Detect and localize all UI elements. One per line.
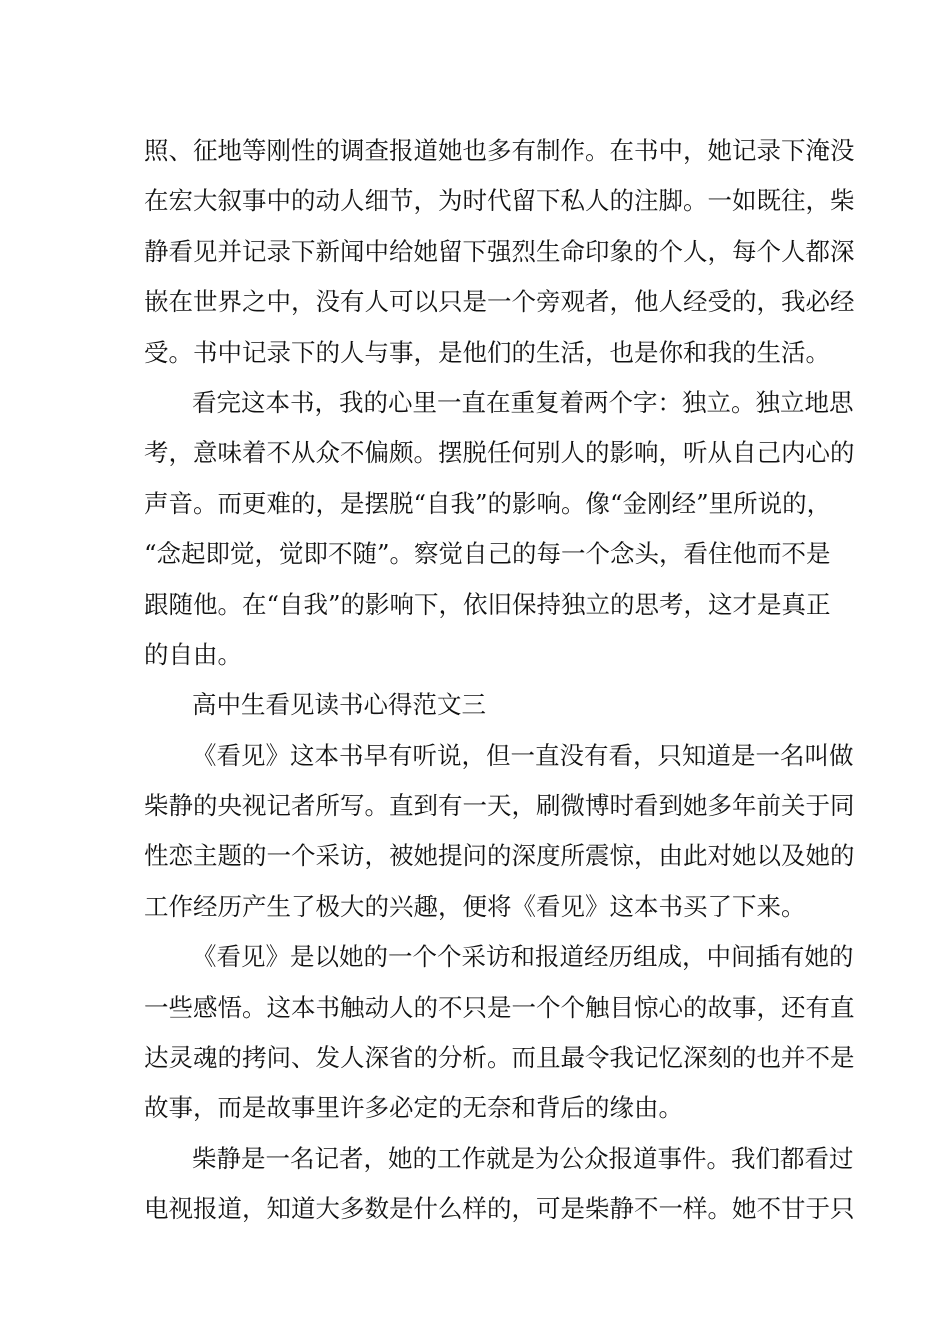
section-heading: 高中生看见读书心得范文三 [192, 690, 486, 720]
text-line: 柴静的央视记者所写。直到有一天，刷微博时看到她多年前关于同 [144, 791, 855, 821]
text-line: 声音。而更难的，是摆脱“自我”的影响。像“金刚经”里所说的， [144, 488, 832, 518]
text-line: 受。书中记录下的人与事，是他们的生活，也是你和我的生活。 [144, 337, 830, 367]
text-line: 看完这本书，我的心里一直在重复着两个字：独立。独立地思 [192, 387, 854, 417]
text-line: 嵌在世界之中，没有人可以只是一个旁观者，他人经受的，我必经 [144, 287, 855, 317]
text-line: 柴静是一名记者，她的工作就是为公众报道事件。我们都看过 [192, 1143, 854, 1173]
text-line: 一些感悟。这本书触动人的不只是一个个触目惊心的故事，还有直 [144, 992, 855, 1022]
text-line: 性恋主题的一个采访，被她提问的深度所震惊，由此对她以及她的 [144, 841, 855, 871]
text-line: 在宏大叙事中的动人细节，为时代留下私人的注脚。一如既往，柴 [144, 186, 855, 216]
text-line: 达灵魂的拷问、发人深省的分析。而且最令我记忆深刻的也并不是 [144, 1043, 855, 1073]
text-line: 《看见》这本书早有听说，但一直没有看，只知道是一名叫做 [192, 740, 854, 770]
text-line: 跟随他。在“自我”的影响下，依旧保持独立的思考，这才是真正 [144, 589, 831, 619]
text-line: 照、征地等刚性的调查报道她也多有制作。在书中，她记录下淹没 [144, 136, 855, 165]
text-line: 电视报道，知道大多数是什么样的，可是柴静不一样。她不甘于只 [144, 1194, 855, 1224]
text-line: “念起即觉，觉即不随”。察觉自己的每一个念头，看住他而不是 [144, 539, 831, 569]
document-body [144, 126, 855, 1235]
text-line: 的自由。 [144, 639, 242, 669]
text-line: 《看见》是以她的一个个采访和报道经历组成，中间插有她的 [192, 942, 854, 972]
text-line: 工作经历产生了极大的兴趣，便将《看见》这本书买了下来。 [144, 891, 806, 921]
text-line: 考，意味着不从众不偏颇。摆脱任何别人的影响，听从自己内心的 [144, 438, 855, 468]
text-line: 静看见并记录下新闻中给她留下强烈生命印象的个人，每个人都深 [144, 236, 855, 266]
text-line: 故事，而是故事里许多必定的无奈和背后的缘由。 [144, 1093, 683, 1123]
